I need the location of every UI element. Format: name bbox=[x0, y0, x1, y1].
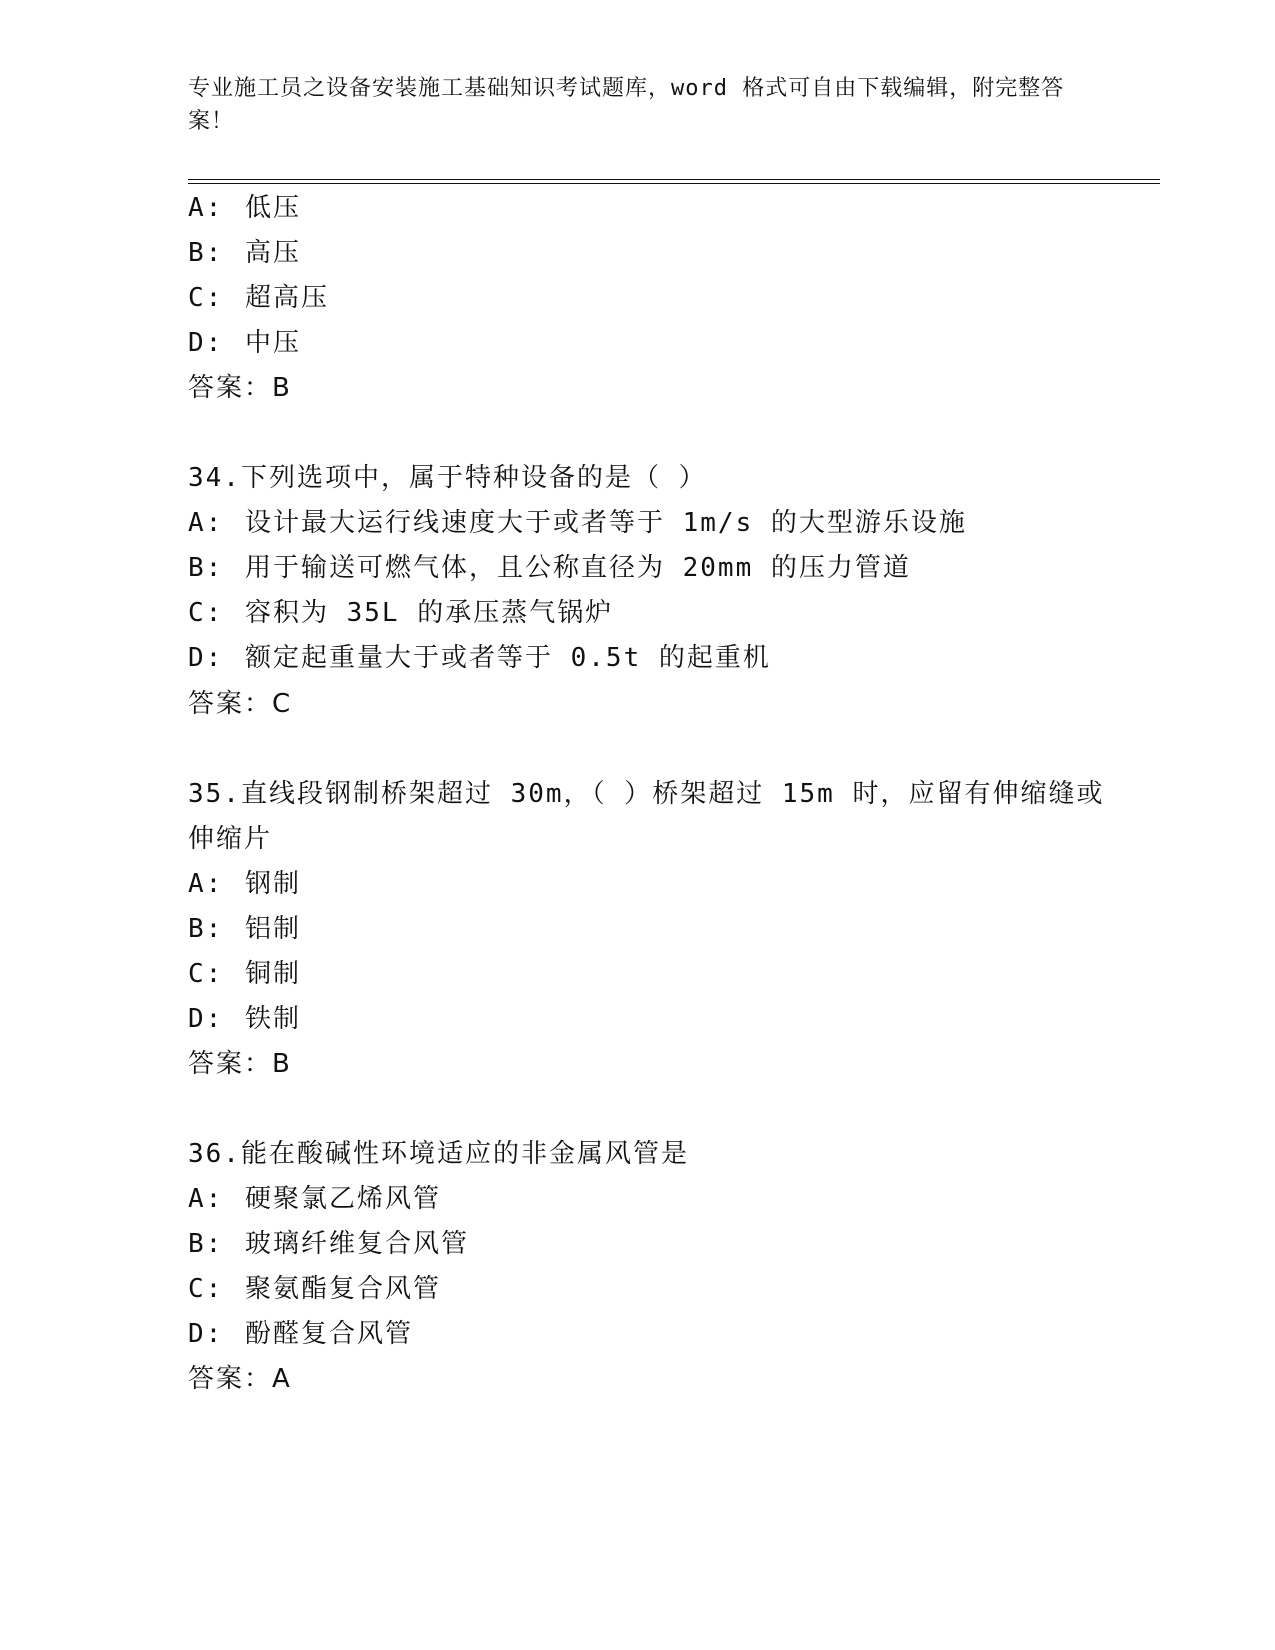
option-letter: B: bbox=[188, 1229, 224, 1259]
option-text: 聚氨酯复合风管 bbox=[244, 1274, 441, 1304]
q36-option-c bbox=[188, 1273, 441, 1305]
option-text: 玻璃纤维复合风管 bbox=[244, 1229, 469, 1259]
option-letter: C: bbox=[188, 598, 224, 628]
q33-option-d bbox=[188, 327, 301, 359]
q34-stem: 34.下列选项中，属于特种设备的是（ ） bbox=[188, 463, 707, 493]
q35-stem-line2: 伸缩片 bbox=[188, 824, 273, 854]
option-text: 铜制 bbox=[244, 959, 301, 989]
q34-option-a bbox=[188, 507, 967, 539]
option-text: 设计最大运行线速度大于或者等于 1m/s 的大型游乐设施 bbox=[244, 508, 967, 538]
option-text: 铝制 bbox=[244, 914, 301, 944]
q36-option-b bbox=[188, 1228, 469, 1260]
option-letter: A: bbox=[188, 869, 224, 899]
q34-option-b bbox=[188, 552, 911, 584]
option-text: 酚醛复合风管 bbox=[244, 1319, 413, 1349]
q33-option-a bbox=[188, 192, 301, 224]
q35-option-d bbox=[188, 1003, 301, 1035]
q36-stem: 36.能在酸碱性环境适应的非金属风管是 bbox=[188, 1139, 689, 1169]
option-letter: A: bbox=[188, 1184, 224, 1214]
option-letter: C: bbox=[188, 959, 224, 989]
q36-answer: 答案：A bbox=[188, 1364, 292, 1394]
q36-option-d bbox=[188, 1318, 413, 1350]
option-text: 超高压 bbox=[244, 283, 329, 313]
q35-option-c bbox=[188, 958, 301, 990]
option-text: 额定起重量大于或者等于 0.5t 的起重机 bbox=[244, 643, 771, 673]
option-letter: A: bbox=[188, 193, 224, 223]
option-text: 钢制 bbox=[244, 869, 301, 899]
q34-option-d bbox=[188, 642, 771, 674]
document-header: 专业施工员之设备安装施工基础知识考试题库，word 格式可自由下载编辑，附完整答案！ bbox=[188, 76, 1065, 134]
q34-option-c bbox=[188, 597, 613, 629]
option-text: 容积为 35L 的承压蒸气锅炉 bbox=[244, 598, 614, 628]
option-letter: D: bbox=[188, 643, 224, 673]
q33-option-b bbox=[188, 237, 301, 269]
option-letter: B: bbox=[188, 553, 224, 583]
option-letter: B: bbox=[188, 914, 224, 944]
q33-option-c bbox=[188, 282, 329, 314]
option-text: 高压 bbox=[244, 238, 301, 268]
option-letter: C: bbox=[188, 283, 224, 313]
header-divider-top bbox=[188, 179, 1160, 180]
option-letter: D: bbox=[188, 1004, 224, 1034]
option-letter: C: bbox=[188, 1274, 224, 1304]
q34-answer: 答案：C bbox=[188, 689, 293, 719]
option-letter: D: bbox=[188, 1319, 224, 1349]
q33-answer: 答案：B bbox=[188, 373, 292, 403]
option-text: 用于输送可燃气体，且公称直径为 20mm 的压力管道 bbox=[244, 553, 911, 583]
option-letter: D: bbox=[188, 328, 224, 358]
q35-option-b bbox=[188, 913, 301, 945]
option-text: 中压 bbox=[244, 328, 301, 358]
q36-option-a bbox=[188, 1183, 441, 1215]
header-divider-bottom bbox=[188, 183, 1160, 184]
q35-stem-line1: 35.直线段钢制桥架超过 30m，（ ）桥架超过 15m 时，应留有伸缩缝或 bbox=[188, 779, 1105, 809]
option-text: 硬聚氯乙烯风管 bbox=[244, 1184, 441, 1214]
option-letter: A: bbox=[188, 508, 224, 538]
q35-answer: 答案：B bbox=[188, 1049, 292, 1079]
option-letter: B: bbox=[188, 238, 224, 268]
option-text: 低压 bbox=[244, 193, 301, 223]
q35-option-a bbox=[188, 868, 301, 900]
option-text: 铁制 bbox=[244, 1004, 301, 1034]
